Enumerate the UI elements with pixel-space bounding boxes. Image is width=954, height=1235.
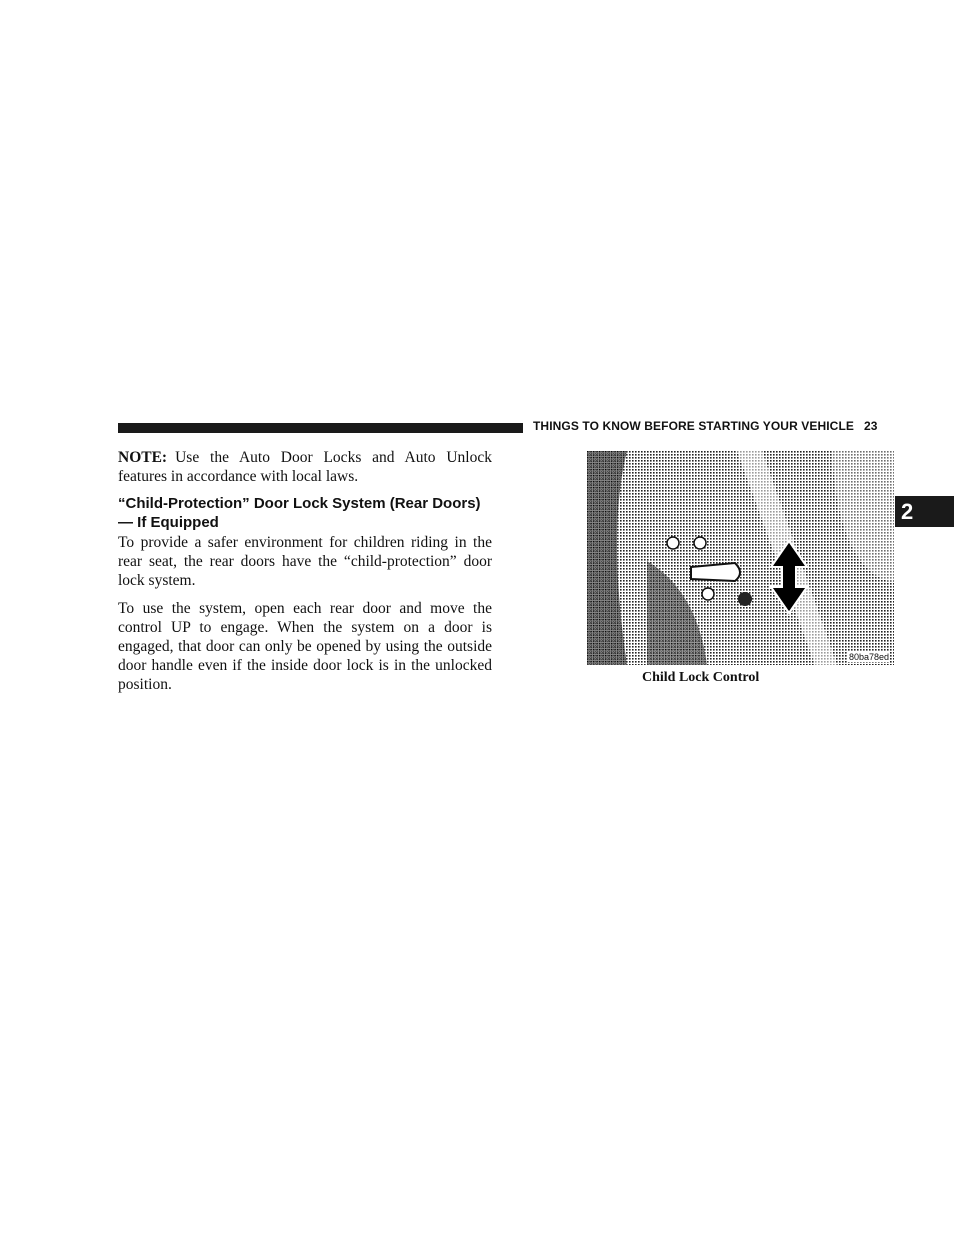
child-lock-figure bbox=[587, 451, 894, 665]
screw-top-right bbox=[694, 537, 706, 549]
body-paragraph-1: To provide a safer environment for children riding in the rear seat, the rear doors have the “child-protection” door lock system. bbox=[118, 534, 492, 589]
body-paragraph-2: To use the system, open each rear door and move the control UP to engage. When the system on a door is engaged, that door can only be opened by using the outside door handle even if the inside door lock is in the unlocked position. bbox=[118, 600, 492, 693]
note-text: Use the Auto Door Locks and Auto Unlock features in accordance with local laws. bbox=[118, 449, 492, 485]
header-rule bbox=[118, 423, 523, 433]
screw-top-left bbox=[667, 537, 679, 549]
lock-knob bbox=[738, 592, 752, 606]
child-lock-illustration bbox=[587, 451, 894, 665]
child-lock-lever bbox=[691, 563, 740, 581]
figure-caption: Child Lock Control bbox=[642, 670, 760, 685]
screw-bottom bbox=[702, 588, 714, 600]
section-heading: “Child-Protection” Door Lock System (Rear Doors) — If Equipped bbox=[118, 495, 481, 531]
running-header bbox=[533, 419, 893, 433]
main-text-column bbox=[118, 448, 492, 703]
note-label: NOTE: bbox=[118, 449, 168, 466]
figure-code: 80ba78ed bbox=[849, 652, 890, 662]
note-paragraph bbox=[118, 448, 492, 486]
page-number: 23 bbox=[863, 419, 878, 433]
chapter-tab: 2 bbox=[895, 496, 954, 527]
header-section-title: THINGS TO KNOW BEFORE STARTING YOUR VEHICLE bbox=[533, 419, 854, 433]
